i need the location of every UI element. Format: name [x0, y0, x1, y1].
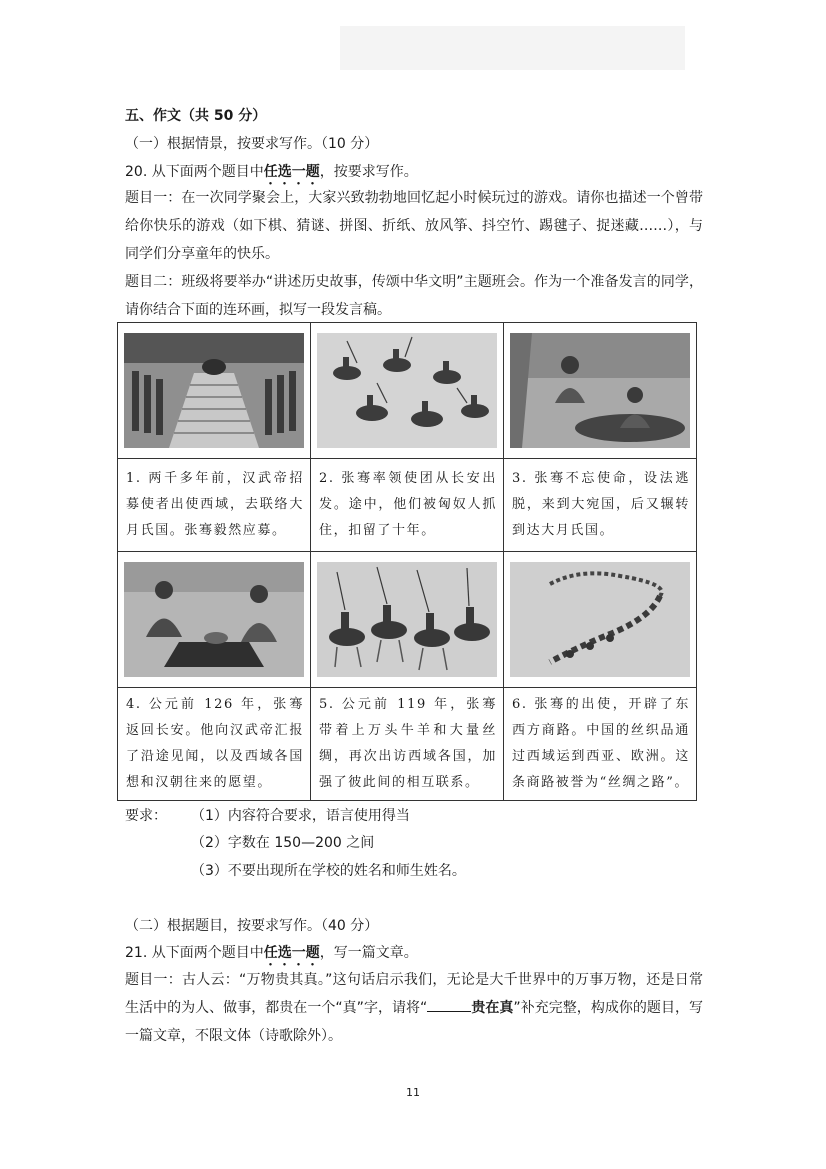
header-placeholder-block: [340, 26, 685, 70]
q20-post: ，按要求写作。: [319, 164, 418, 180]
page-number: 11: [406, 1086, 420, 1099]
illustration-royal-audience: [510, 333, 690, 448]
illustration-second-mission: [317, 562, 497, 677]
comic-caption-cell-5: [311, 688, 504, 801]
requirement-3: （3）不要出现所在学校的姓名和师生姓名。: [191, 863, 466, 879]
illustration-envoy-departure: [317, 333, 497, 448]
comic-caption-cell-2: [311, 459, 504, 552]
fill-in-blank: [427, 997, 471, 1012]
comic-caption-2: 2. 张骞率领使团从长安出发。途中，他们被匈奴人抓住，扣留了十年。: [319, 471, 497, 538]
section-title: 五、作文（共 50 分）: [125, 108, 267, 124]
q20-emphasis: 任选一题: [263, 164, 320, 180]
q21-emphasis: 任选一题: [263, 945, 320, 961]
comic-strip-table: [117, 322, 697, 801]
illustration-report-to-emperor: [124, 562, 304, 677]
illustration-silk-road-caravan: [510, 562, 690, 677]
q21-topic-1-post: ”补充完整，构成你的题目，写一篇文章，不限文体（诗歌除外）。: [125, 1000, 703, 1044]
q20-topic-1: 题目一：在一次同学聚会上，大家兴致勃勃地回忆起小时候玩过的游戏。请你也描述一个曾带给你快乐的游戏（如下棋、猜谜、拼图、折纸、放风筝、抖空竹、踢毽子、捉迷藏……），与同学们分享童年的快乐。: [125, 190, 703, 262]
comic-caption-cell-6: [504, 688, 697, 801]
q21-topic-1-bold: 贵在真: [471, 1000, 514, 1016]
q21-topic-1: [125, 966, 703, 1050]
comic-panel-6: [504, 552, 697, 688]
comic-caption-cell-3: [504, 459, 697, 552]
requirement-2: （2）字数在 150—200 之间: [191, 835, 375, 851]
part2-heading: （二）根据题目，按要求写作。（40 分）: [125, 918, 379, 934]
illustration-imperial-court: [124, 333, 304, 448]
comic-caption-6: 6. 张骞的出使，开辟了东西方商路。中国的丝织品通过西域运到西亚、欧洲。这条商路被誉为“丝绸之路”。: [512, 697, 690, 790]
comic-panel-1: [118, 323, 311, 459]
comic-panel-2: [311, 323, 504, 459]
q21-post: ，写一篇文章。: [319, 945, 418, 961]
comic-caption-4: 4. 公元前 126 年，张骞返回长安。他向汉武帝汇报了沿途见闻，以及西域各国想和汉朝往来的愿望。: [126, 697, 304, 790]
comic-panel-3: [504, 323, 697, 459]
comic-caption-5: 5. 公元前 119 年，张骞带着上万头牛羊和大量丝绸，再次出访西域各国，加强了彼此间的相互联系。: [319, 697, 497, 790]
comic-caption-3: 3. 张骞不忘使命，设法逃脱，来到大宛国，后又辗转到达大月氏国。: [512, 471, 690, 538]
part1-heading: （一）根据情景，按要求写作。（10 分）: [125, 136, 379, 152]
comic-panel-4: [118, 552, 311, 688]
q21-topic-1-pre: 题目一：古人云：“万物贵其真。”这句话启示我们，无论是大千世界中的万事万物，还是日常生活中的为人、做事，都贵在一个“真”字，请将“: [125, 972, 703, 1016]
q20-topic-2: 题目二：班级将要举办“讲述历史故事，传颂中华文明”主题班会。作为一个准备发言的同学，请你结合下面的连环画，拟写一段发言稿。: [125, 274, 703, 318]
comic-caption-1: 1. 两千多年前，汉武帝招募使者出使西域，去联络大月氏国。张骞毅然应募。: [126, 471, 304, 538]
comic-caption-cell-1: [118, 459, 311, 552]
comic-caption-cell-4: [118, 688, 311, 801]
q20-pre: 20. 从下面两个题目中: [125, 164, 264, 180]
requirements-label: 要求：: [125, 808, 167, 824]
comic-panel-5: [311, 552, 504, 688]
q21-pre: 21. 从下面两个题目中: [125, 945, 264, 961]
requirement-1: （1）内容符合要求，语言使用得当: [191, 808, 410, 824]
